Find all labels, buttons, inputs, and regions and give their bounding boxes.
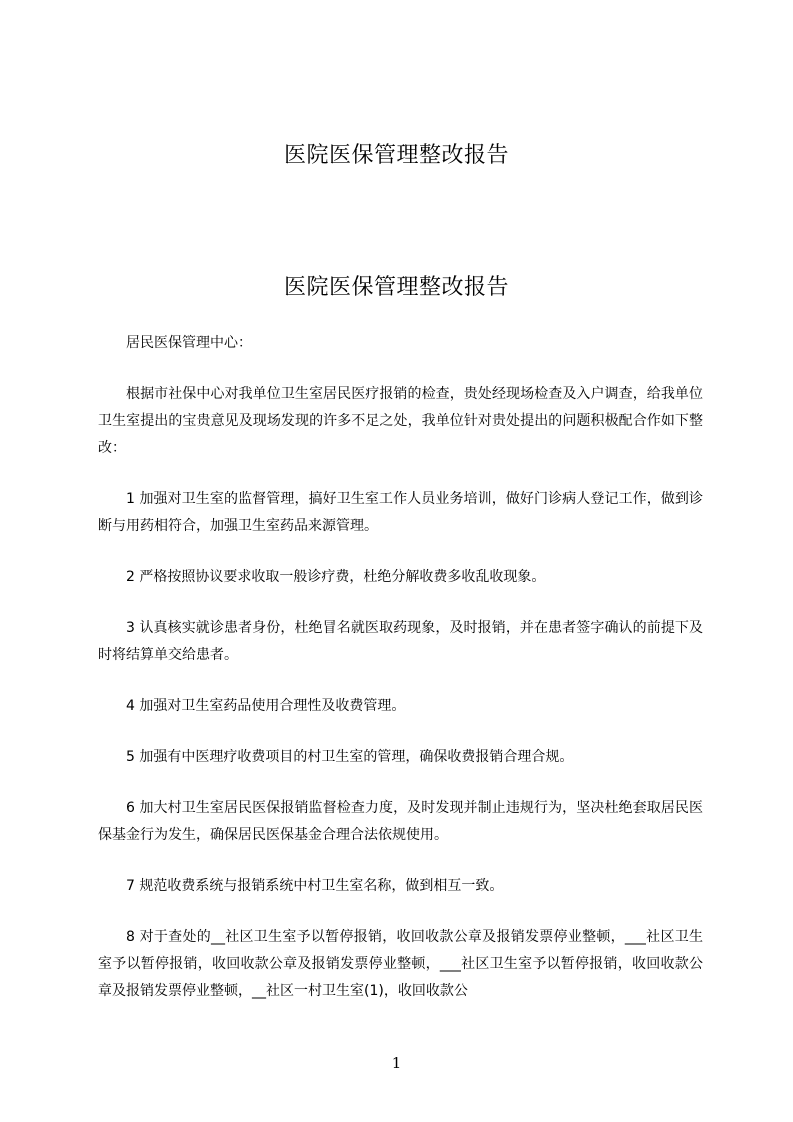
item-paragraph-7: 7 规范收费系统与报销系统中村卫生室名称，做到相互一致。 <box>126 878 504 894</box>
cover-title: 医院医保管理整改报告 <box>283 143 509 168</box>
item-paragraph-3: 3 认真核实就诊患者身份，杜绝冒名就医取药现象，及时报销，并在患者签字确认的前提下及时将结算单交给患者。 <box>98 620 703 663</box>
intro-paragraph: 根据市社保中心对我单位卫生室居民医疗报销的检查，贵处经现场检查及入户调查，给我单位卫生室提出的宝贵意见及现场发现的许多不足之处，我单位针对贵处提出的问题积极配合作如下整改： <box>98 386 703 456</box>
item-paragraph-8: 8 对于查处的__社区卫生室予以暂停报销，收回收款公章及报销发票停业整顿，___社区卫生室予以暂停报销，收回收款公章及报销发票停业整顿，___社区卫生室予以暂停报销，收回收款公章及报销发票停业整顿，__社区一村卫生室(1)，收回收款公 <box>98 929 703 999</box>
document-body <box>98 330 703 1005</box>
page-number: 1 <box>391 1054 402 1072</box>
item-paragraph-2: 2 严格按照协议要求收取一般诊疗费，杜绝分解收费多收乱收现象。 <box>126 569 546 585</box>
item-paragraph-6: 6 加大村卫生室居民医保报销监督检查力度，及时发现并制止违规行为，坚决杜绝套取居民医保基金行为发生，确保居民医保基金合理合法依规使用。 <box>98 800 703 843</box>
item-paragraph-5: 5 加强有中医理疗收费项目的村卫生室的管理，确保收费报销合理合规。 <box>126 749 574 765</box>
document-title: 医院医保管理整改报告 <box>283 275 509 300</box>
item-paragraph-4: 4 加强对卫生室药品使用合理性及收费管理。 <box>126 698 406 714</box>
item-paragraph-1: 1 加强对卫生室的监督管理，搞好卫生室工作人员业务培训，做好门诊病人登记工作，做到诊断与用药相符合，加强卫生室药品来源管理。 <box>98 491 703 534</box>
salutation: 居民医保管理中心： <box>126 335 252 351</box>
